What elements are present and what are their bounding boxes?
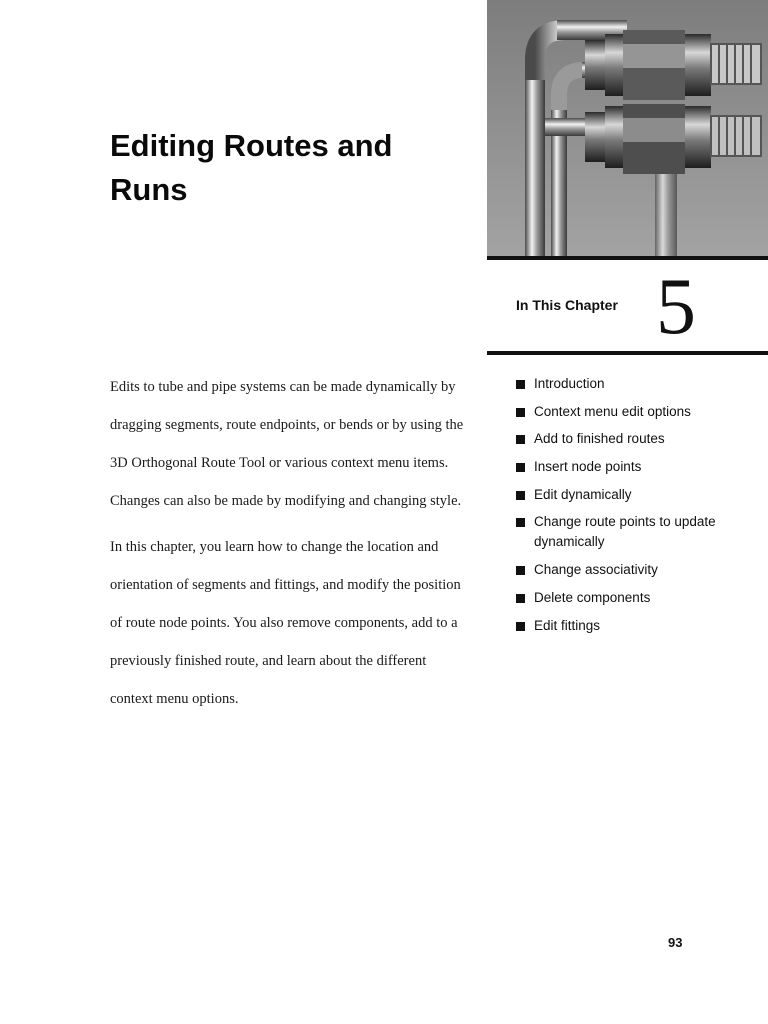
square-bullet-icon: [516, 491, 525, 500]
list-item: [516, 485, 756, 505]
in-this-chapter-heading: In This Chapter: [516, 297, 618, 313]
topic-label: Delete components: [534, 589, 651, 605]
list-item: [516, 616, 756, 636]
list-item: [516, 588, 756, 608]
sidebar-bottom-rule: [487, 351, 768, 355]
square-bullet-icon: [516, 408, 525, 417]
page-number: 93: [668, 935, 683, 950]
pipe-fittings-illustration: [487, 0, 768, 258]
square-bullet-icon: [516, 622, 525, 631]
list-item: [516, 560, 756, 580]
list-item: [516, 512, 756, 552]
square-bullet-icon: [516, 380, 525, 389]
topic-label: Insert node points: [534, 459, 642, 475]
list-item: [516, 457, 756, 477]
chapter-topics-list: [516, 374, 756, 643]
topic-label: Edit dynamically: [534, 486, 632, 502]
chapter-intro-text: [110, 368, 470, 726]
square-bullet-icon: [516, 566, 525, 575]
square-bullet-icon: [516, 594, 525, 603]
sidebar-top-rule: [487, 256, 768, 260]
list-item: [516, 374, 756, 394]
topic-label: Introduction: [534, 376, 605, 391]
topic-label: Edit fittings: [534, 617, 601, 633]
square-bullet-icon: [516, 463, 525, 472]
chapter-opener-image: [487, 0, 768, 258]
chapter-number: 5: [656, 263, 696, 351]
intro-paragraph: In this chapter, you learn how to change the location and orientation of segments and fittings, and modify the position of route node points. You also remove components, add to a previously finished route, and learn about the different context menu options.: [110, 539, 461, 707]
square-bullet-icon: [516, 518, 525, 527]
topic-label: Context menu edit options: [534, 403, 691, 419]
intro-paragraph: Edits to tube and pipe systems can be made dynamically by dragging segments, route endpoints, or bends or by using the 3D Orthogonal Route Tool or various context menu items. Changes can also be made by modifying and changing style.: [110, 379, 464, 509]
chapter-title: Editing Routes and Runs: [110, 128, 393, 207]
list-item: [516, 402, 756, 422]
topic-label: Change associativity: [534, 562, 658, 578]
topic-label: Change route points to update dynamically: [534, 514, 716, 550]
list-item: [516, 429, 756, 449]
topic-label: Add to finished routes: [534, 431, 665, 447]
square-bullet-icon: [516, 435, 525, 444]
